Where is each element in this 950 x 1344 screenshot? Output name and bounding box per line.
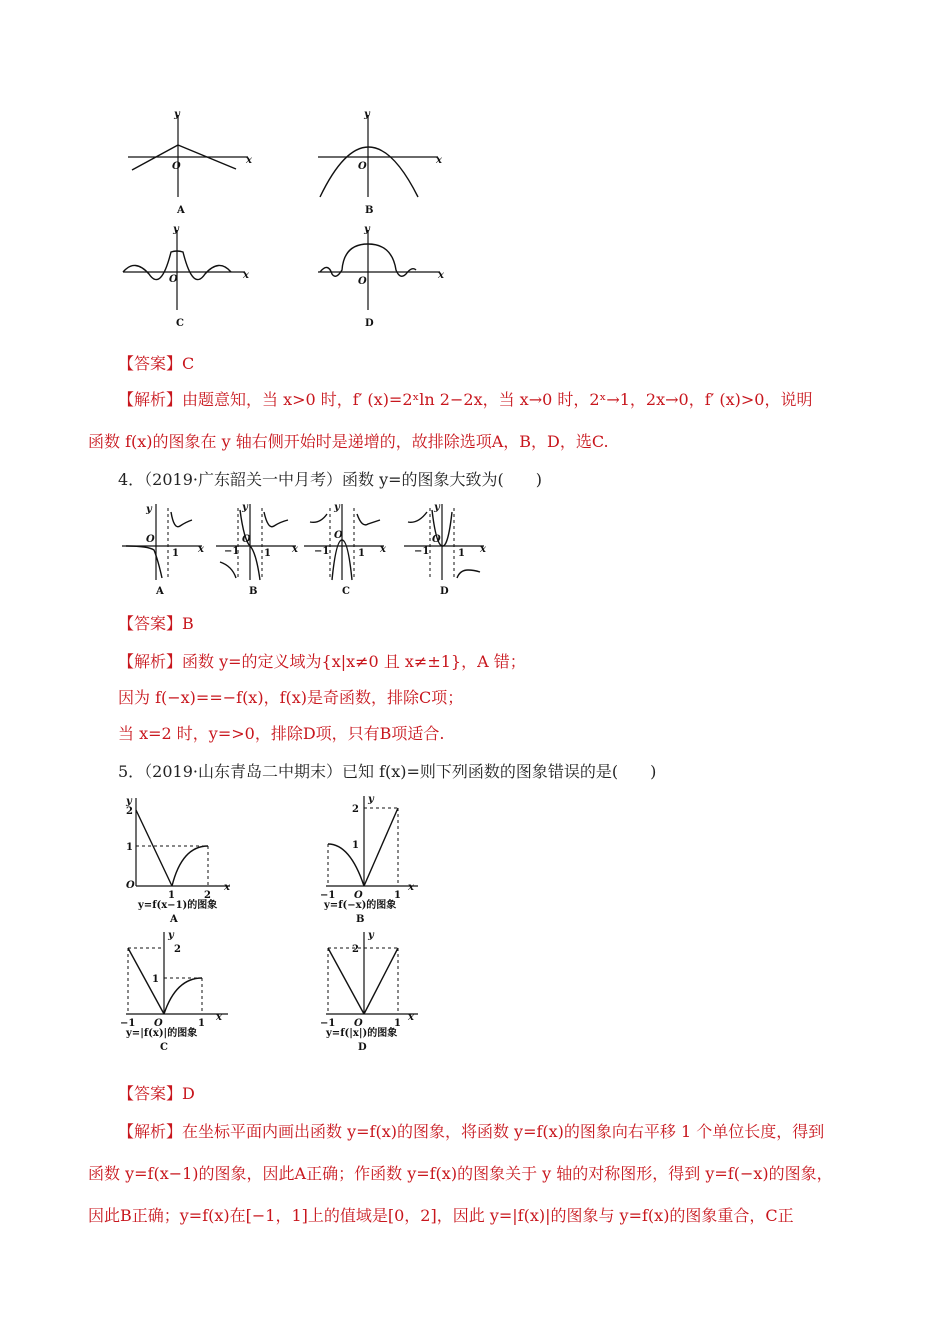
svg-text:1: 1 [198,1018,205,1029]
svg-text:2: 2 [352,944,359,955]
q4-answer: 【答案】B [118,614,194,633]
svg-text:O: O [126,880,135,891]
q3-figure-d [310,222,460,337]
svg-text:x: x [438,270,444,281]
svg-text:1: 1 [168,890,175,901]
q3-graph-d [310,222,460,337]
q3-analysis-line-2: 函数 f(x)的图象在 y 轴右侧开始时是递增的，故排除选项A，B，D，选C. [88,432,609,451]
q4-analysis-line-1: 【解析】函数 y=的定义域为{x|x≠0 且 x≠±1}，A 错； [118,652,526,671]
q4-figure-b [212,500,302,600]
svg-text:y=f(|x|)的图象: y=f(|x|)的图象 [326,1028,398,1039]
svg-text:O: O [432,534,441,545]
q4-figure-a [118,500,208,600]
svg-text:y: y [242,502,248,513]
q4-question: 4．（2019·广东韶关一中月考）函数 y=的图象大致为( ) [118,470,543,489]
svg-text:−1: −1 [320,890,336,901]
q5-analysis-line-3: 因此B正确；y=f(x)在[−1，1]上的值域是[0，2]，因此 y=|f(x)|的图象与 y=f(x)的图象重合，C正 [88,1206,794,1225]
svg-text:O: O [354,1018,363,1029]
svg-text:O: O [172,161,181,172]
svg-text:y=|f(x)|的图象: y=|f(x)|的图象 [126,1028,198,1039]
svg-text:2: 2 [352,804,359,815]
q3-figure-a [120,105,270,220]
svg-text:A: A [177,205,185,216]
svg-text:O: O [146,534,155,545]
svg-text:x: x [408,882,414,893]
svg-text:2: 2 [126,806,133,817]
svg-text:A: A [156,586,164,597]
q5-figure-d [318,928,448,1068]
svg-text:C: C [160,1042,168,1053]
svg-text:y: y [434,502,440,513]
q5-answer: 【答案】D [118,1084,195,1103]
svg-text:x: x [216,1012,222,1023]
q3-figure-b [310,105,460,220]
svg-text:B: B [365,205,374,216]
q4-analysis-line-2: 因为 f(−x)==−f(x)，f(x)是奇函数，排除C项； [118,688,464,707]
svg-text:1: 1 [264,548,271,559]
svg-text:y: y [173,224,179,235]
q3-figure-c [115,222,265,337]
svg-text:1: 1 [394,890,401,901]
svg-text:y: y [126,796,132,807]
svg-text:1: 1 [458,548,465,559]
q4-figure-c [300,500,390,600]
q5-figure-a [118,790,248,930]
q4-graph-c [300,500,390,600]
svg-text:x: x [243,270,249,281]
q5-figure-b [318,790,448,930]
svg-text:y: y [334,502,340,513]
q3-graph-a [120,105,270,220]
svg-text:O: O [334,530,343,541]
svg-text:y: y [174,109,180,120]
svg-text:−1: −1 [224,546,240,557]
svg-text:1: 1 [152,974,159,985]
q5-graph-c [118,928,248,1068]
svg-text:x: x [480,544,486,555]
svg-text:y: y [368,930,374,941]
svg-text:−1: −1 [314,546,330,557]
svg-text:y: y [146,504,152,515]
svg-text:B: B [249,586,258,597]
q4-graph-d [400,500,490,600]
svg-text:1: 1 [394,1018,401,1029]
q3-graph-c [115,222,265,337]
svg-text:x: x [224,882,230,893]
svg-text:x: x [292,544,298,555]
svg-text:1: 1 [352,840,359,851]
q5-analysis-line-1: 【解析】在坐标平面内画出函数 y=f(x)的图象，将函数 y=f(x)的图象向右平移 1 个单位长度，得到 [118,1122,825,1141]
svg-text:−1: −1 [414,546,430,557]
svg-text:x: x [380,544,386,555]
svg-text:y=f(−x)的图象: y=f(−x)的图象 [324,900,397,911]
svg-text:1: 1 [172,548,179,559]
svg-text:C: C [176,318,184,329]
svg-text:O: O [169,274,178,285]
q4-figure-d [400,500,490,600]
svg-text:x: x [198,544,204,555]
q5-graph-d [318,928,448,1068]
svg-text:1: 1 [358,548,365,559]
svg-text:−1: −1 [120,1018,136,1029]
q3-answer: 【答案】C [118,354,195,373]
q3-graph-b [310,105,460,220]
svg-text:y: y [364,224,370,235]
q3-analysis-line-1: 【解析】由题意知，当 x>0 时，f′ (x)=2ˣln 2−2x，当 x→0 时，2ˣ→1，2x→0，f′ (x)>0，说明 [118,390,813,409]
svg-text:y: y [364,109,370,120]
svg-text:y=f(x−1)的图象: y=f(x−1)的图象 [138,900,218,911]
q4-analysis-line-3: 当 x=2 时，y=>0，排除D项，只有B项适合. [118,724,445,743]
svg-text:1: 1 [126,842,133,853]
svg-text:B: B [356,914,365,925]
q4-graph-a [118,500,208,600]
svg-text:O: O [354,890,363,901]
svg-text:−1: −1 [320,1018,336,1029]
svg-text:A: A [170,914,178,925]
svg-text:D: D [365,318,374,329]
svg-text:2: 2 [174,944,181,955]
svg-text:O: O [154,1018,163,1029]
svg-text:D: D [440,586,449,597]
svg-text:D: D [358,1042,367,1053]
q5-analysis-line-2: 函数 y=f(x−1)的图象，因此A正确；作函数 y=f(x)的图象关于 y 轴的对称图形，得到 y=f(−x)的图象， [88,1164,833,1183]
svg-text:y: y [368,794,374,805]
svg-text:O: O [242,534,251,545]
svg-text:y: y [168,930,174,941]
svg-text:x: x [408,1012,414,1023]
q5-figure-c [118,928,248,1068]
svg-text:O: O [358,161,367,172]
svg-text:x: x [436,155,442,166]
svg-text:C: C [342,586,350,597]
q5-question: 5．（2019·山东青岛二中期末）已知 f(x)=则下列函数的图象错误的是( ) [118,762,657,781]
svg-text:O: O [358,276,367,287]
q5-graph-a [118,790,248,930]
svg-text:2: 2 [204,890,211,901]
q4-graph-b [212,500,302,600]
svg-text:x: x [246,155,252,166]
q5-graph-b [318,790,448,930]
